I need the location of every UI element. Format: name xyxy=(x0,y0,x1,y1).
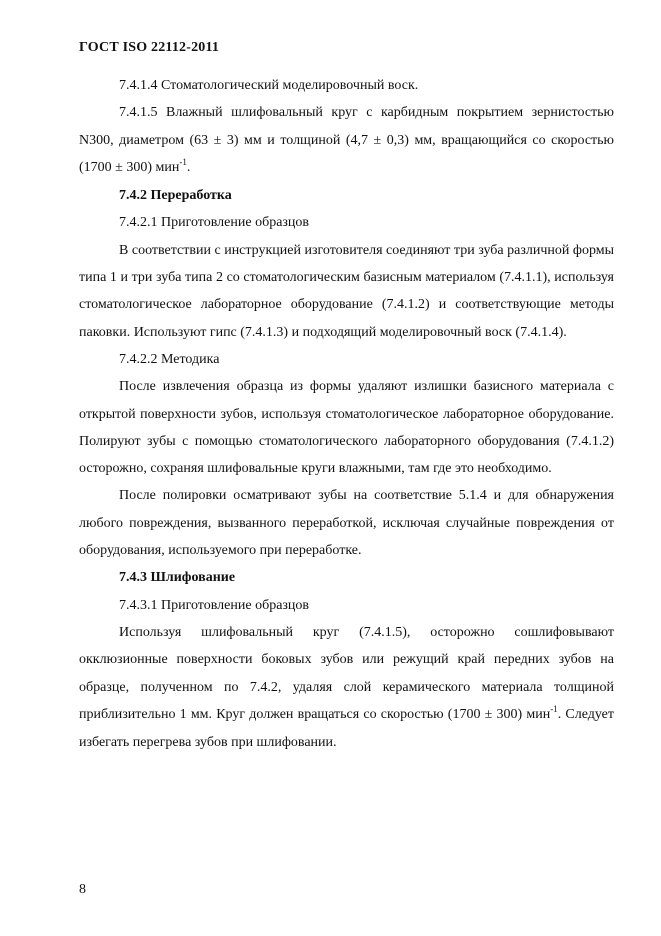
section-heading-7-4-3: 7.4.3 Шлифование xyxy=(119,570,236,586)
subheading-7-4-3-1: 7.4.3.1 Приготовление образцов xyxy=(119,597,310,613)
section-heading-7-4-2: 7.4.2 Переработка xyxy=(119,188,232,204)
paragraph-grinding xyxy=(79,619,614,756)
paragraph-grinding-end: . Следует избегать перегрева зубов при шлифовании. xyxy=(79,706,614,751)
paragraph-preparation: В соответствии с инструкцией изготовителя соединяют три зуба различной формы типа 1 и три зуба типа 2 со стоматологическим базисным материалом (7.4.1.1), используя стоматологическое лабораторное оборудование (7.4.1.2) и соответствующие методы паковки. Используют гипс (7.4.1.3) и подходящий моделировочный воск (7.4.1.4). xyxy=(79,242,614,340)
subheading-7-4-2-1: 7.4.2.1 Приготовление образцов xyxy=(119,215,310,231)
paragraph-7-4-1-4: 7.4.1.4 Стоматологический моделировочный воск. xyxy=(119,78,419,93)
paragraph-7-4-1-5 xyxy=(79,99,614,182)
superscript: -1 xyxy=(179,156,187,167)
paragraph-7-4-1-5-end: . xyxy=(186,159,191,175)
superscript: -1 xyxy=(550,703,558,714)
document-body xyxy=(79,72,614,756)
paragraph-method: После извлечения образца из формы удаляют излишки базисного материала с открытой поверхности зубов, используя стоматологическое лабораторное оборудование. Полируют зубы с помощью стоматологического лабораторного оборудования (7.4.1.2) осторожно, сохраняя шлифовальные круги влажными, там где это необходимо. xyxy=(79,379,614,477)
document-header: ГОСТ ISO 22112-2011 xyxy=(79,40,220,55)
subheading-7-4-2-2: 7.4.2.2 Методика xyxy=(119,351,220,367)
paragraph-inspection: После полировки осматривают зубы на соответствие 5.1.4 и для обнаружения любого повреждения, вызванного переработкой, исключая случайные повреждения от оборудования, используемого при переработке. xyxy=(79,488,614,559)
paragraph-7-4-1-5-text: 7.4.1.5 Влажный шлифовальный круг с карбидным покрытием зернистостью N300, диаметром (63 ± 3) мм и толщиной (4,7 ± 0,3) мм, вращающийся со скоростью (1700 ± 300) мин xyxy=(79,105,614,175)
paragraph-grinding-text: Используя шлифовальный круг (7.4.1.5), осторожно сошлифовывают окклюзионные поверхности боковых зубов или режущий край передних зубов на образце, полученном по 7.4.2, удаляя слой керамического материала толщиной приблизительно 1 мм. Круг должен вращаться со скоростью (1700 ± 300) мин xyxy=(79,624,614,722)
page-number: 8 xyxy=(79,882,86,897)
